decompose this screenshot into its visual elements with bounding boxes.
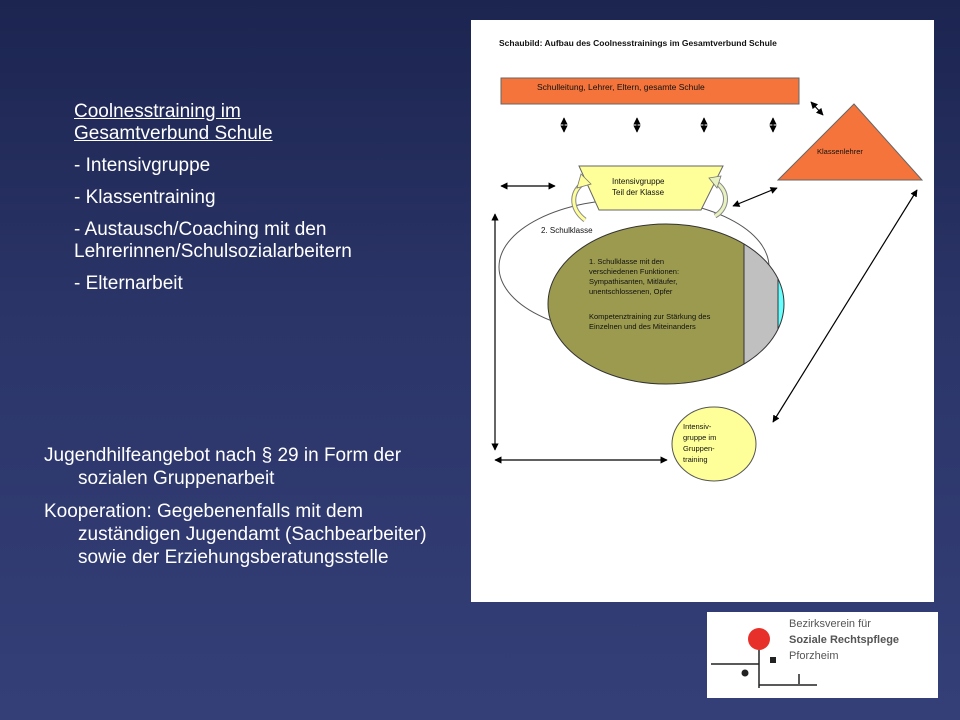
inner-line-1: 1. Schulklasse mit den	[589, 257, 665, 266]
logo-line-3: Pforzheim	[789, 650, 839, 662]
circle-line-2: gruppe im	[683, 433, 717, 442]
circle-line-3: Gruppen-	[683, 444, 715, 453]
topic-item-austausch: - Austausch/Coaching mit den Lehrerinnen/Schulsozialarbeitern	[74, 219, 352, 262]
info-paragraphs	[44, 444, 464, 579]
topic-item-intensivgruppe: - Intensivgruppe	[74, 155, 211, 176]
box-teacher-arrow	[811, 102, 823, 115]
circle-line-1: Intensiv-	[683, 422, 712, 431]
topic-item-klassentraining: - Klassentraining	[74, 187, 216, 208]
logo-square	[770, 657, 776, 663]
paragraph-kooperation: Kooperation: Gegebenenfalls mit dem zuständigen Jugendamt (Sachbearbeiter) sowie der Erziehungsberatungsstelle	[44, 501, 427, 568]
teacher-label: Klassenlehrer	[817, 147, 863, 156]
inner-line-3: Sympathisanten, Mitläufer,	[589, 277, 678, 286]
paragraph-jugendhilfe: Jugendhilfeangebot nach § 29 in Form der sozialen Gruppenarbeit	[44, 445, 402, 489]
class-outer-label: 2. Schulklasse	[541, 226, 593, 235]
box-arrows	[564, 118, 773, 132]
inner-line-7: Einzelnen und des Miteinanders	[589, 322, 696, 331]
topic-title-line-2: Gesamtverbund Schule	[74, 123, 273, 144]
inner-line-4: unentschlossenen, Opfer	[589, 287, 673, 296]
school-box-label: Schulleitung, Lehrer, Eltern, gesamte Schule	[537, 82, 705, 92]
logo-line-2: Soziale Rechtspflege	[789, 634, 900, 646]
inner-line-2: verschiedenen Funktionen:	[589, 267, 680, 276]
topic-title	[74, 101, 454, 145]
logo-small-dot	[742, 670, 749, 677]
trapezoid-label-2: Teil der Klasse	[612, 188, 665, 197]
class-inner-ellipse	[548, 220, 818, 390]
topic-item-elternarbeit: - Elternarbeit	[74, 273, 183, 294]
organization-logo	[707, 612, 938, 698]
diagram-title: Schaubild: Aufbau des Coolnesstrainings im Gesamtverbund Schule	[499, 38, 777, 48]
logo-line-1: Bezirksverein für	[789, 618, 871, 630]
inner-line-6: Kompetenztraining zur Stärkung des	[589, 312, 711, 321]
teacher-triangle	[778, 104, 922, 180]
circle-line-4: training	[683, 455, 708, 464]
topic-list	[74, 101, 454, 305]
trapezoid-label-1: Intensivgruppe	[612, 177, 665, 186]
topic-title-line-1: Coolnesstraining im	[74, 101, 241, 122]
structure-diagram	[471, 20, 934, 602]
logo-red-dot	[748, 628, 770, 650]
